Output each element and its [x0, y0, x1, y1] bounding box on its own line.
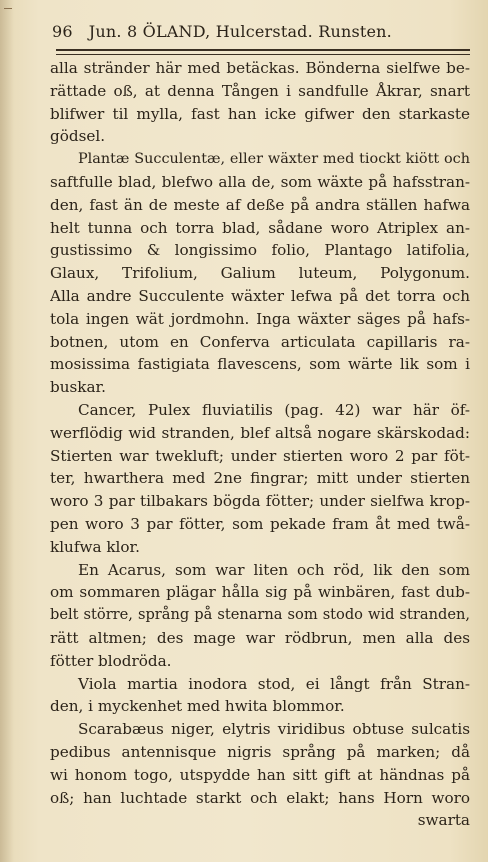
text-line: om sommaren plägar hålla sig på winbären, fast dub-: [50, 583, 470, 602]
text-line: gödsel.: [50, 127, 106, 146]
text-line: klufwa klor.: [50, 537, 140, 556]
page-edge-mark: [4, 8, 12, 15]
text-line: oß; han luchtade starkt och elakt; hans Horn woro: [50, 788, 470, 807]
text-line: Cancer, Pulex fluviatilis (pag. 42) war här öf-: [78, 400, 470, 419]
text-line: Plantæ Succulentæ, eller wäxter med tiockt kiött och: [78, 151, 470, 168]
page-number: 96: [52, 22, 73, 41]
text-line: rätt altmen; des mage war rödbrun, men alla des: [50, 628, 470, 647]
text-line: buskar.: [50, 378, 106, 397]
gutter-shadow: [0, 0, 14, 862]
text-line: pen woro 3 par fötter, som pekade fram åt med twå-: [50, 514, 470, 533]
text-line: woro 3 par tilbakars bögda fötter; under sielfwa krop-: [50, 492, 470, 511]
text-line: Viola martia inodora stod, ei långt från Stran-: [78, 674, 470, 693]
running-head: [52, 22, 472, 48]
running-title: Jun. 8 ÖLAND, Hulcerstad. Runsten.: [88, 22, 392, 41]
text-line: saftfulle blad, blefwo alla de, som wäxte på hafsstran-: [50, 172, 470, 191]
text-line: Glaux, Trifolium, Galium luteum, Polygonum.: [50, 264, 470, 283]
text-line: pedibus antennisque nigris språng på marken; då: [50, 742, 470, 761]
text-line: blifwer til mylla, fast han icke gifwer den starkaste: [50, 104, 470, 123]
catchword: swarta: [417, 811, 470, 830]
text-line: Scarabæus niger, elytris viridibus obtuse sulcatis: [78, 720, 470, 739]
text-line: Alla andre Succulente wäxter lefwa på det torra och: [50, 286, 470, 305]
text-line: gustissimo & longissimo folio, Plantago latifolia,: [50, 241, 470, 260]
text-line: ter, hwarthera med 2ne fingrar; mitt under stierten: [50, 469, 470, 488]
text-line: helt tunna och torra blad, sådane woro Atriplex an-: [50, 218, 470, 237]
text-line: den, i myckenhet med hwita blommor.: [50, 697, 345, 716]
body-text: [50, 57, 470, 832]
text-line: botnen, utom en Conferva articulata capillaris ra-: [50, 332, 470, 351]
text-line: En Acarus, som war liten och röd, lik den som: [78, 560, 470, 579]
header-rule: [56, 49, 470, 55]
text-line: den, fast än de meste af deße på andra ställen hafwa: [50, 195, 470, 214]
text-line: wi honom togo, utspydde han sitt gift at händnas på: [50, 765, 470, 784]
text-line: werflödig wid stranden, blef altså nogare skärskodad:: [50, 423, 470, 442]
text-line: rättade oß, at denna Tången i sandfulle Åkrar, snart: [50, 81, 470, 100]
text-line: belt större, språng på stenarna som stodo wid stranden,: [50, 606, 470, 624]
text-line: tola ingen wät jordmohn. Inga wäxter säges på hafs-: [50, 309, 470, 328]
text-line: Stierten war twekluft; under stierten woro 2 par föt-: [50, 446, 470, 465]
text-line: fötter blodröda.: [50, 651, 172, 670]
text-line: alla stränder här med betäckas. Bönderna sielfwe be-: [50, 59, 470, 77]
text-line: mosissima fastigiata flavescens, som wärte lik som i: [50, 355, 470, 374]
